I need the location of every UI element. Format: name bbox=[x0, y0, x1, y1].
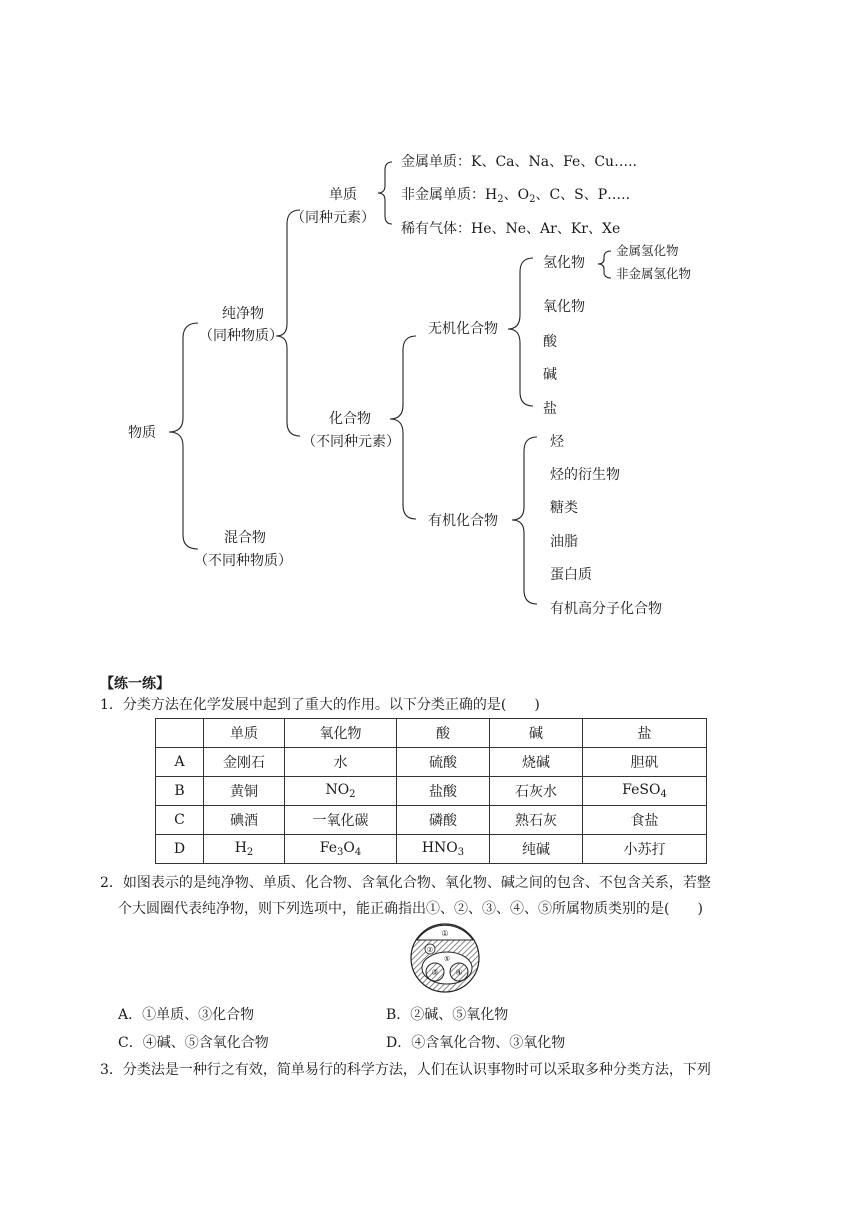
table-cell: D bbox=[156, 835, 204, 864]
table-cell: A bbox=[156, 748, 204, 777]
table-cell: 熟石灰 bbox=[490, 806, 583, 835]
mixture-label: 混合物 bbox=[224, 530, 266, 546]
table-cell: B bbox=[156, 777, 204, 806]
q2-option-c: C．④碱、⑤含氧化合物 bbox=[118, 1035, 269, 1051]
q2-option-b: B．②碱、⑤氧化物 bbox=[386, 1007, 509, 1023]
table-cell: $H_2$ bbox=[204, 835, 285, 864]
table-row bbox=[156, 835, 707, 864]
q2-option-d: D．④含氧化合物、③氧化物 bbox=[386, 1035, 566, 1051]
table-cell: C bbox=[156, 806, 204, 835]
organic-item: 有机高分子化合物 bbox=[550, 601, 662, 617]
q2-stem-line1: 2．如图表示的是纯净物、单质、化合物、含氧化合物、氧化物、碱之间的包含、不包含关系，若整 bbox=[100, 875, 711, 891]
inorganic-item: 盐 bbox=[543, 401, 557, 417]
table-cell: 水 bbox=[285, 748, 397, 777]
hydride-label: 氢化物 bbox=[543, 255, 585, 271]
figure-label: ③ bbox=[431, 968, 439, 977]
table-cell: 硫酸 bbox=[397, 748, 490, 777]
element-item: 稀有气体：He、Ne、Ar、Kr、Xe bbox=[401, 221, 621, 237]
table-header-cell: 氧化物 bbox=[285, 719, 397, 748]
q1-table bbox=[155, 718, 707, 864]
element-note: （同种元素） bbox=[291, 210, 375, 226]
bracket-pure bbox=[276, 210, 300, 436]
table-header-cell: 碱 bbox=[490, 719, 583, 748]
figure-label: ② bbox=[426, 946, 434, 954]
table-cell: 食盐 bbox=[583, 806, 707, 835]
table-row bbox=[156, 748, 707, 777]
table-cell: 碘酒 bbox=[204, 806, 285, 835]
hydride-item: 金属氢化物 bbox=[616, 243, 679, 258]
mixture-note: （不同种物质） bbox=[194, 553, 292, 569]
q2-venn-figure bbox=[404, 922, 486, 994]
bracket-compound bbox=[390, 336, 416, 519]
bracket-hydride bbox=[598, 251, 611, 278]
organic-label: 有机化合物 bbox=[428, 513, 498, 529]
table-cell: $HNO_3$ bbox=[397, 835, 490, 864]
element-item: 非金属单质：$H_2$、$O_2$、C、S、P….. bbox=[401, 187, 631, 205]
q1-stem: 1．分类方法在化学发展中起到了重大的作用。以下分类正确的是( ) bbox=[100, 697, 540, 713]
table-cell: 小苏打 bbox=[583, 835, 707, 864]
hydride-item: 非金属氢化物 bbox=[616, 266, 692, 281]
table-cell: 磷酸 bbox=[397, 806, 490, 835]
table-header-cell: 盐 bbox=[583, 719, 707, 748]
table-cell: 黄铜 bbox=[204, 777, 285, 806]
table-cell: 纯碱 bbox=[490, 835, 583, 864]
organic-item: 烃的衍生物 bbox=[550, 467, 620, 483]
figure-label: ④ bbox=[455, 968, 463, 977]
table-row bbox=[156, 777, 707, 806]
inorganic-item: 氧化物 bbox=[543, 299, 585, 315]
table-cell: 胆矾 bbox=[583, 748, 707, 777]
pure-label: 纯净物 bbox=[222, 306, 264, 322]
organic-item: 蛋白质 bbox=[550, 567, 592, 583]
compound-note: （不同种元素） bbox=[302, 434, 400, 450]
organic-item: 糖类 bbox=[550, 500, 578, 516]
table-cell: $Fe_3O_4$ bbox=[285, 835, 397, 864]
table-header-cell: 单质 bbox=[204, 719, 285, 748]
inorganic-label: 无机化合物 bbox=[428, 321, 498, 337]
table-header-cell: 酸 bbox=[397, 719, 490, 748]
root-label: 物质 bbox=[128, 425, 156, 441]
table-cell: 金刚石 bbox=[204, 748, 285, 777]
figure-label: ① bbox=[441, 929, 449, 938]
figure-label: ⑤ bbox=[443, 955, 451, 963]
compound-label: 化合物 bbox=[329, 411, 371, 427]
q2-stem-line2: 个大圆圈代表纯净物，则下列选项中，能正确指出①、②、③、④、⑤所属物质类别的是( ) bbox=[118, 901, 703, 917]
bracket-inorganic bbox=[508, 258, 533, 406]
inorganic-item: 酸 bbox=[543, 334, 557, 350]
organic-item: 烃 bbox=[550, 434, 564, 450]
element-label: 单质 bbox=[329, 187, 357, 203]
bracket-element bbox=[378, 162, 392, 224]
q3-stem: 3．分类法是一种行之有效，简单易行的科学方法，人们在认识事物时可以采取多种分类方法，下列 bbox=[100, 1062, 711, 1078]
q2-option-a: A．①单质、③化合物 bbox=[118, 1007, 255, 1023]
table-header-row bbox=[156, 719, 707, 748]
bracket-root bbox=[169, 323, 198, 549]
element-item: 金属单质：K、Ca、Na、Fe、Cu….. bbox=[401, 154, 637, 170]
table-row bbox=[156, 806, 707, 835]
table-cell: FeSO$_4$ bbox=[583, 777, 707, 806]
bracket-organic bbox=[512, 437, 537, 604]
table-header-cell bbox=[156, 719, 204, 748]
table-cell: 一氧化碳 bbox=[285, 806, 397, 835]
table-cell: 石灰水 bbox=[490, 777, 583, 806]
table-cell: 盐酸 bbox=[397, 777, 490, 806]
inorganic-item: 碱 bbox=[543, 367, 557, 383]
table-cell: 烧碱 bbox=[490, 748, 583, 777]
practice-heading: 【练一练】 bbox=[100, 676, 170, 692]
table-cell: $NO_2$ bbox=[285, 777, 397, 806]
organic-item: 油脂 bbox=[550, 534, 578, 550]
pure-note: （同种物质） bbox=[199, 328, 283, 344]
